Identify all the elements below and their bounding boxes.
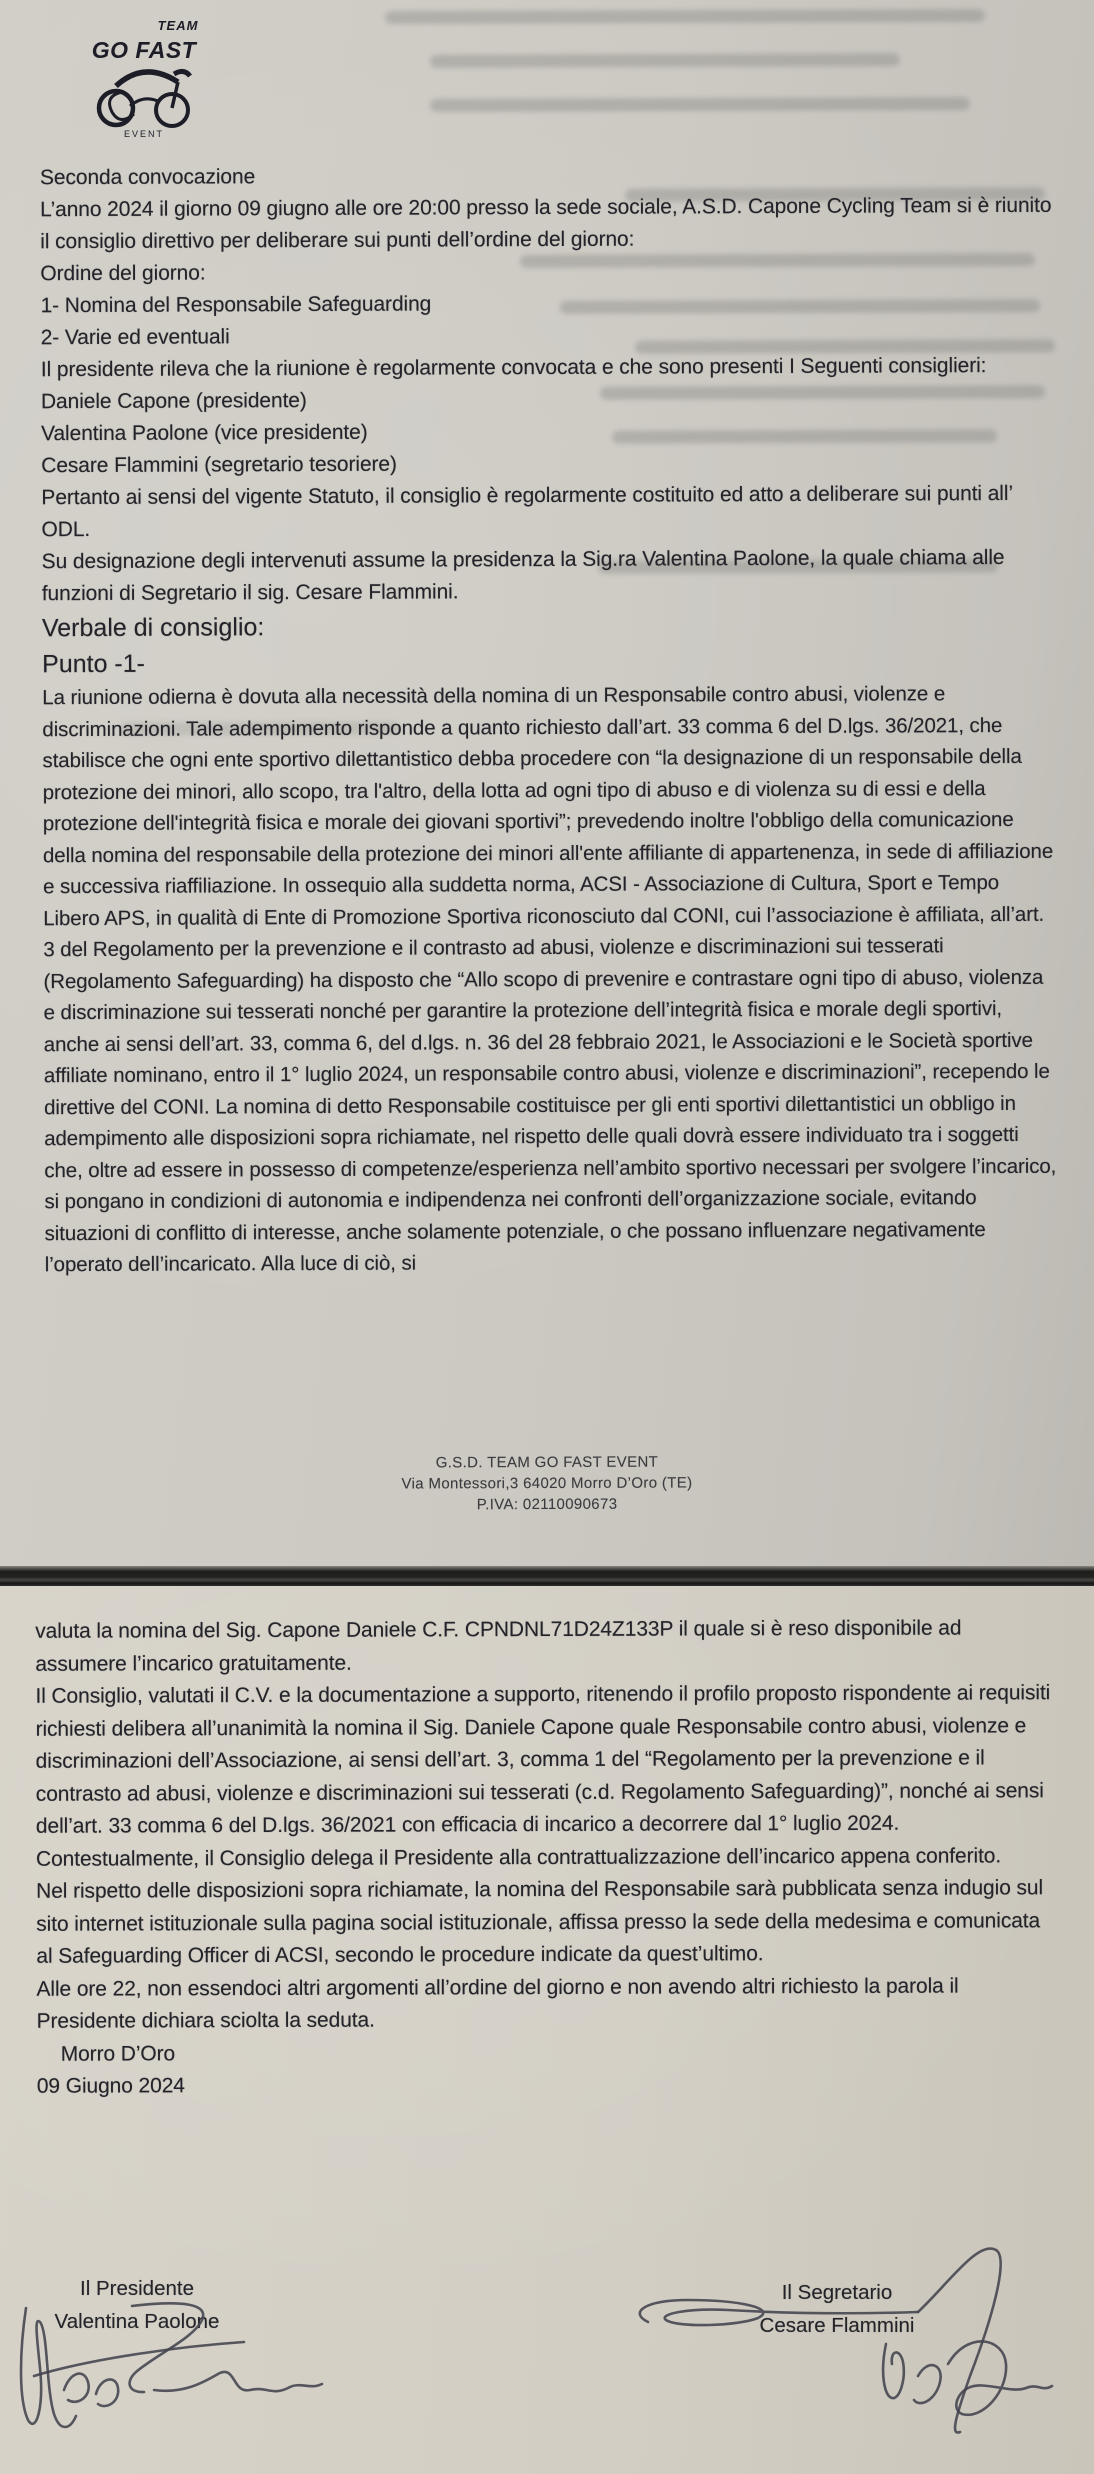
convocation-type: Seconda convocazione — [39, 165, 256, 190]
councilor-1: Daniele Capone (presidente) — [40, 389, 307, 414]
president-name-label: Valentina Paolone — [54, 2310, 220, 2333]
item-1-body: La riunione odierna è dovuta alla necessità della nomina di un Responsabile contro abusi, violenze e discriminazioni. Tale adempimento risponde a quanto richiesto dall’art. 33 comma 6 del D.lgs. 36/2021, che stabilisce che ogni ente sportivo dilettantistico debba procedere con “la designazione di un responsabile della protezione dei minori, allo scopo, tra l'altro, della lotta ad ogni tipo di abuso e di violenza su di essi e della protezione dell'integrità fisica e morale dei giovani sportivi”; prevedendo inoltre l'obbligo della comunicazione della nomina del responsabile della protezione dei minori all'ente affiliante di appartenenza, in sede di affiliazione e successiva riaffiliazione. In ossequio alla suddetta norma, ACSI - Associazione di Cultura, Sport e Tempo Libero APS, in qualità di Ente di Promozione Sportiva riconosciuto dal CONI, cui l’associazione è affiliata, all’art. 3 del Regolamento per la prevenzione e il contrasto ad abusi, violenze e discriminazioni sui tesserati (Regolamento Safeguarding) ha disposto che “Allo scopo di prevenire e contrastare ogni tipo di abuso, violenza e discriminazione sui tesserati nonché per garantire la protezione dell’integrità fisica e morale degli sportivi, anche ai sensi dell’art. 33, comma 6, del d.lgs. n. 36 del 28 febbraio 2021, le Associazioni e le Società sportive affiliate nominano, entro il 1° luglio 2024, un responsabile contro abusi, violenze e discriminazioni”, recependo le direttive del CONI. La nomina di detto Responsabile costituisce per gli enti sportivi dilettantistici un obbligo in adempimento alle disposizioni sopra richiamate, nel rispetto delle quali dovrà essere individuato tra i soggetti che, oltre ad essere in possesso di competenze/esperienza nell’ambito sportivo necessari per svolgere l’incarico, si pongano in condizioni di autonomia e indipendenza nei confronti dell’organizzazione sociale, evitando situazioni di conflitto di interesse, anche solamente potenziale, o che possano influenzare negativamente l’operato dell’incaricato. Alla luce di ciò, si — [42, 682, 1057, 1277]
minutes-heading: Verbale di consiglio: — [41, 613, 265, 643]
closing-paragraph: Alle ore 22, non essendoci altri argomenti all’ordine del giorno e non avendo altri richiesto la parola il Presidente dichiara sciolta la seduta. — [36, 1974, 959, 2033]
page-1-body — [39, 0, 1057, 1281]
secretary-signature-block — [732, 2276, 942, 2342]
page-gap — [0, 1566, 1094, 1586]
appointment-paragraph: valuta la nomina del Sig. Capone Daniele C.F. CPNDNL71D24Z133P il quale si è reso disponibile ad assumere l’incarico gratuitamente. — [35, 1616, 962, 1676]
agenda-item-1: 1- Nomina del Responsabile Safeguarding — [40, 292, 432, 318]
agenda-item-2: 2- Varie ed eventuali — [40, 325, 230, 350]
opening-paragraph: L’anno 2024 il giorno 09 giugno alle ore 20:00 presso la sede sociale, A.S.D. Capone Cycling Team si è riunito il consiglio direttivo per deliberare sui punti dell’ordine del giorno: — [40, 193, 1052, 254]
footer-org-name: G.S.D. TEAM GO FAST EVENT — [435, 1453, 659, 1472]
president-role-label: Il Presidente — [80, 2277, 194, 2300]
chair-designation-paragraph: Su designazione degli intervenuti assume la presidenza la Sig.ra Valentina Paolone, la quale chiama alle funzioni di Segretario il sig. Cesare Flammini. — [41, 546, 1005, 606]
page-2 — [0, 1586, 1094, 2474]
secretary-name-label: Cesare Flammini — [759, 2314, 915, 2337]
letterhead-footer — [0, 1450, 1094, 1517]
quorum-paragraph: Pertanto ai sensi del vigente Statuto, il consiglio è regolarmente costituito ed atto a deliberare sui punti all’ ODL. — [41, 481, 1013, 542]
councilor-3: Cesare Flammini (segretario tesoriere) — [41, 452, 397, 478]
resolution-paragraph: Il Consiglio, valutati il C.V. e la documentazione a supporto, ritenendo il profilo proposto rispondente ai requisiti richiesti delibera all’unanimità la nomina il Sig. Daniele Capone quale Responsabile contro abusi, violenze e discriminazioni dell’Associazione, ai sensi dell’art. 3, comma 1 del “Regolamento per la prevenzione e il contrasto ad abusi, violenze e discriminazioni sui tesserati (c.d. Regolamento Safeguarding)”, nonché ai sensi dell’art. 33 comma 6 del D.lgs. 36/2021 con efficacia di incarico a decorrere dal 1° luglio 2024. Contestualmente, il Consiglio delega il Presidente alla contrattualizzazione dell’incarico appena conferito. — [35, 1681, 1051, 1871]
place-line: Morro D’Oro — [60, 2041, 176, 2066]
president-signature-block — [32, 2272, 242, 2338]
secretary-handwritten-signature — [618, 2244, 1058, 2444]
agenda-title: Ordine del giorno: — [40, 261, 206, 286]
footer-vat: P.IVA: 02110090673 — [476, 1495, 618, 1514]
secretary-role-label: Il Segretario — [781, 2281, 893, 2304]
attendance-paragraph: Il presidente rileva che la riunione è regolarmente convocata e che sono presenti I Seguenti consiglieri: — [40, 354, 987, 382]
page-2-body — [35, 1612, 1057, 2103]
item-1-heading: Punto -1- — [42, 649, 146, 679]
date-line: 09 Giugno 2024 — [36, 2074, 185, 2098]
logo-team-text: TEAM — [157, 18, 199, 33]
logo-brand-text: GO FAST — [91, 37, 197, 63]
publication-paragraph: Nel rispetto delle disposizioni sopra richiamate, la nomina del Responsabile sarà pubblicata senza indugio sul sito internet istituzionale sulla pagina social istituzionale, affissa presso la sede della medesima e comunicata al Safeguarding Officer di ACSI, secondo le procedure indicate da quest’ultimo. — [36, 1876, 1044, 1968]
logo-event-text: EVENT — [123, 129, 165, 139]
footer-address: Via Montessori,3 64020 Morro D’Oro (TE) — [401, 1474, 693, 1493]
councilor-2: Valentina Paolone (vice presidente) — [41, 420, 368, 446]
